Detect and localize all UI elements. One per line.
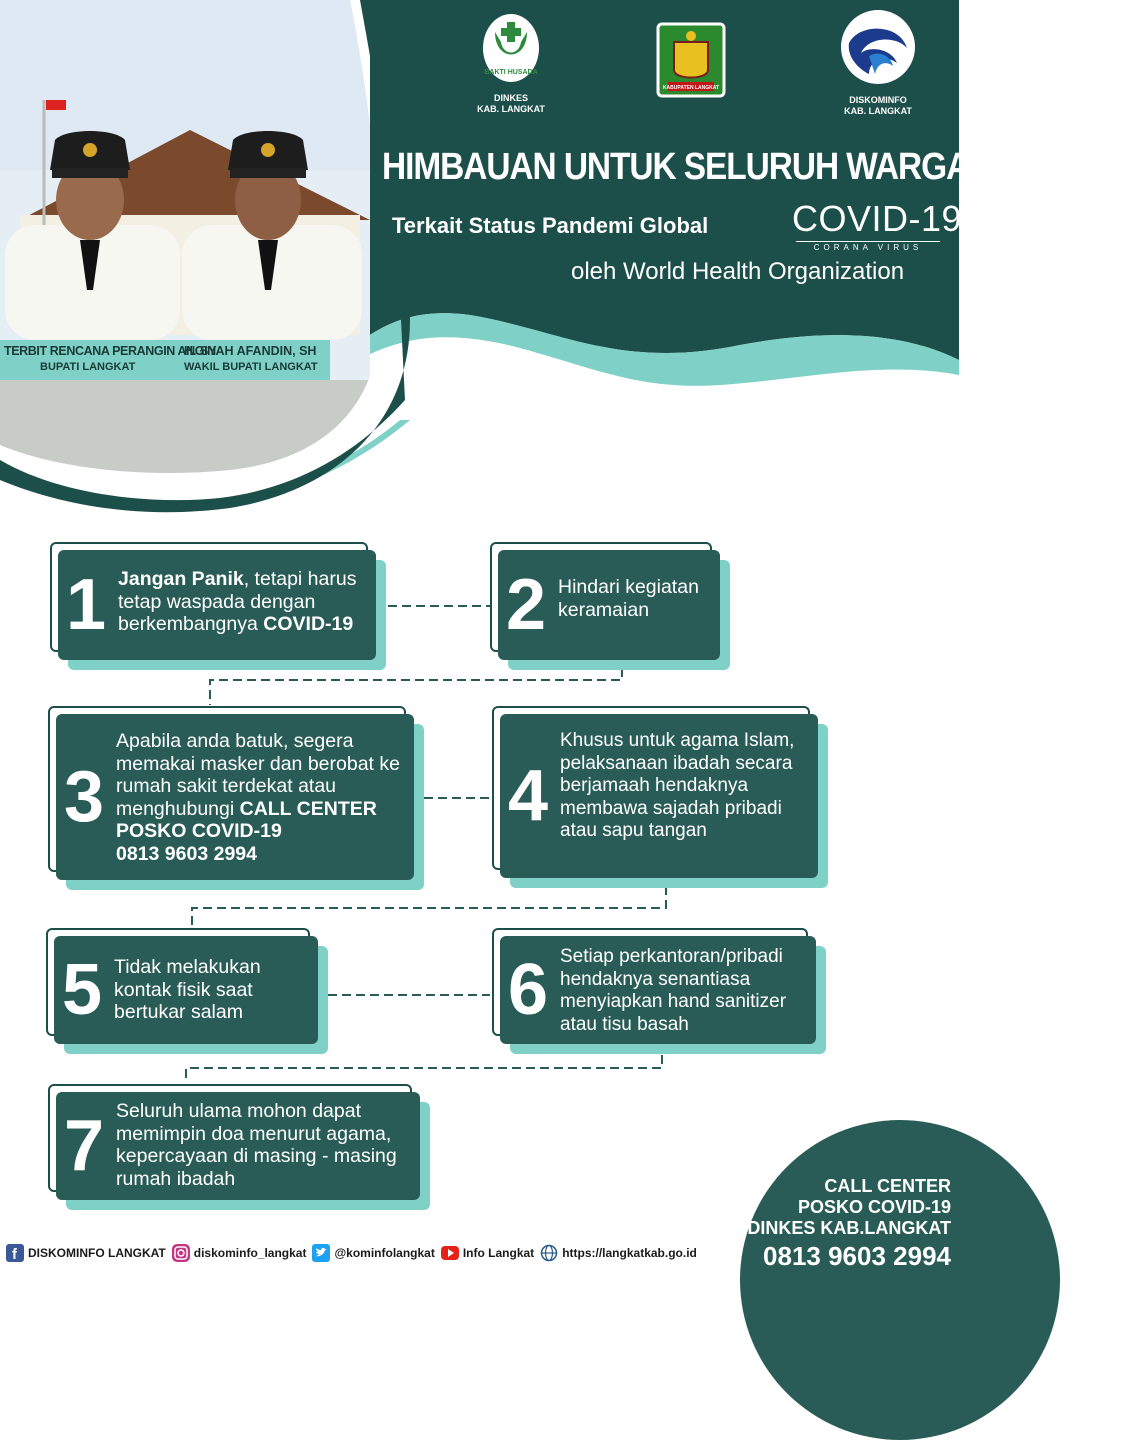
official-2-role: WAKIL BUPATI LANGKAT — [184, 361, 318, 373]
step-7 — [56, 1092, 420, 1200]
call-center-line3: DINKES KAB.LANGKAT — [747, 1218, 951, 1238]
globe-icon — [540, 1244, 558, 1262]
step-4-text: Khusus untuk agama Islam, pelaksanaan ibadah secara berjamaah hendaknya membawa sajadah pribadi atau sapu tangan — [560, 730, 795, 841]
step-1-number: 1 — [66, 565, 107, 645]
kominfo-label-line2: KAB. LANGKAT — [844, 106, 912, 116]
call-center-line1: CALL CENTER — [824, 1176, 951, 1196]
call-center-badge — [740, 1120, 1060, 1440]
svg-text:KABUPATEN LANGKAT: KABUPATEN LANGKAT — [662, 85, 720, 91]
step-6-number: 6 — [508, 950, 549, 1030]
dinkes-label-line2: KAB. LANGKAT — [477, 104, 545, 114]
officials-photo — [0, 0, 370, 480]
call-center-info — [747, 1176, 951, 1271]
facebook-icon — [6, 1244, 24, 1262]
instagram-link[interactable]: diskominfo_langkat — [172, 1244, 307, 1262]
facebook-link[interactable]: f DISKOMINFO LANGKAT — [6, 1244, 166, 1262]
kominfo-logo — [830, 8, 926, 117]
official-1-role: BUPATI LANGKAT — [40, 361, 136, 373]
twitter-icon — [312, 1244, 330, 1262]
dinkes-label-line1: DINKES — [493, 93, 528, 103]
step-6 — [500, 936, 816, 1044]
step-5-number: 5 — [62, 950, 103, 1030]
step-5 — [54, 936, 318, 1044]
who-line: oleh World Health Organization — [571, 258, 905, 285]
svg-text:BAKTI HUSADA: BAKTI HUSADA — [484, 69, 538, 76]
step-3-text: Apabila anda batuk, segera memakai masker dan berobat ke rumah sakit terdekat atau menghubungi CALL CENTER POSKO COVID-19 0813 9603 2994 — [116, 730, 400, 865]
covid-title: COVID-19 — [792, 198, 963, 239]
step-2 — [498, 550, 720, 660]
twitter-link[interactable]: @kominfolangkat — [312, 1244, 434, 1262]
page-title: HIMBAUAN UNTUK SELURUH WARGA LANGKAT — [382, 146, 1130, 188]
website-link[interactable]: https://langkatkab.go.id — [540, 1244, 697, 1262]
covid-subtitle: CORANA VIRUS — [796, 241, 940, 253]
youtube-link[interactable]: Info Langkat — [441, 1246, 534, 1260]
step-1-text: Jangan Panik, tetapi harus tetap waspada dengan berkembangnya COVID-19 — [118, 568, 357, 635]
step-4 — [500, 714, 818, 878]
bakti-husada-icon — [481, 12, 541, 84]
step-5-text: Tidak melakukan kontak fisik saat bertukar salam — [114, 956, 261, 1023]
kabupaten-langkat-logo — [652, 22, 730, 103]
step-3 — [56, 714, 414, 880]
step-1 — [58, 550, 376, 660]
step-6-text: Setiap perkantoran/pribadi hendaknya senantiasa menyiapkan hand sanitizer atau tisu basah — [560, 946, 787, 1035]
social-footer — [0, 1233, 740, 1273]
step-7-number: 7 — [64, 1106, 105, 1186]
subtitle: Terkait Status Pandemi Global — [392, 213, 709, 238]
youtube-icon — [441, 1246, 459, 1260]
kabupaten-emblem-icon — [656, 22, 726, 98]
official-1-name: TERBIT RENCANA PERANGIN ANGIN — [4, 344, 216, 358]
step-3-number: 3 — [64, 757, 105, 837]
step-2-text: Hindari kegiatan keramaian — [558, 576, 699, 621]
instagram-icon — [172, 1244, 190, 1262]
kominfo-emblem-icon — [839, 8, 917, 86]
kominfo-label-line1: DISKOMINFO — [849, 95, 907, 105]
svg-text:f: f — [12, 1246, 17, 1263]
step-2-number: 2 — [506, 565, 547, 645]
call-center-phone: 0813 9603 2994 — [763, 1241, 951, 1271]
step-7-text: Seluruh ulama mohon dapat memimpin doa menurut agama, kepercayaan di masing - masing rumah ibadah — [116, 1100, 397, 1190]
dinkes-logo — [468, 12, 554, 115]
official-2-name: H. SYAH AFANDIN, SH — [184, 344, 317, 358]
step-4-number: 4 — [508, 756, 549, 836]
call-center-line2: POSKO COVID-19 — [797, 1197, 951, 1217]
